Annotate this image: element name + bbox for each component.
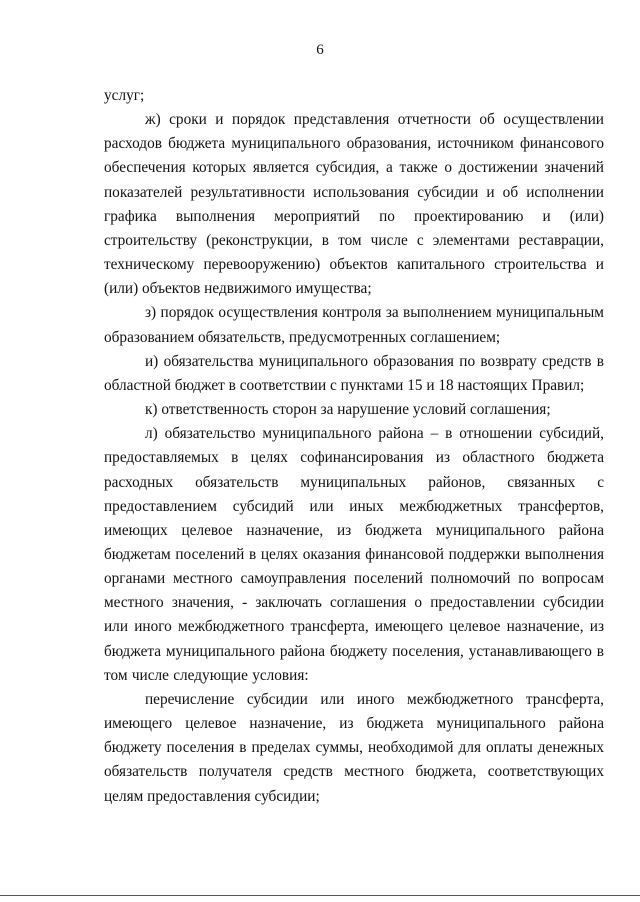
page-number: 6 <box>316 42 324 58</box>
bottom-divider <box>0 895 640 896</box>
paragraph-item-l: л) обязательство муниципального района – в отношении субсидий, предоставляемых в целях софинансирования из областного бюджета расходных обязательств муниципальных районов, связанных с предоставлением субсидий или иных межбюджетных трансфертов, имеющих целевое назначение, из бюджета муниципального района бюджетам поселений в целях оказания финансовой поддержки выполнения органами местного самоуправления поселений полномочий по вопросам местного значения, - заключать соглашения о предоставлении субсидии или иного межбюджетного трансферта, имеющего целевое назначение, из бюджета муниципального района бюджету поселения, устанавливающего в том числе следующие условия: <box>104 425 604 684</box>
paragraph-continuation: услуг; <box>104 87 145 104</box>
paragraph-item-i: и) обязательства муниципального образования по возврату средств в областной бюджет в соответствии с пунктами 15 и 18 настоящих Правил; <box>104 352 604 394</box>
paragraph-item-zh: ж) сроки и порядок представления отчетности об осуществлении расходов бюджета муниципального образования, источником финансового обеспечения которых является субсидия, а также о достижении значений показателей результативности использования субсидии и об исполнении графика выполнения мероприятий по проектированию и (или) строительству (реконструкции, в том числе с элементами реставрации, техническому перевооружению) объектов капитального строительства и (или) объектов недвижимого имущества; <box>104 111 604 298</box>
paragraph-item-k: к) ответственность сторон за нарушение условий соглашения; <box>145 401 551 419</box>
paragraph-item-z: з) порядок осуществления контроля за выполнением муниципальным образованием обязательств, предусмотренных соглашением; <box>104 304 604 346</box>
paragraph-subitem-transfer: перечисление субсидии или иного межбюджетного трансферта, имеющего целевое назначение, из бюджета муниципального района бюджету поселения в пределах суммы, необходимой для оплаты денежных обязательств получателя средств местного бюджета, соответствующих целям предоставления субсидии; <box>104 690 604 805</box>
document-body <box>104 84 604 809</box>
